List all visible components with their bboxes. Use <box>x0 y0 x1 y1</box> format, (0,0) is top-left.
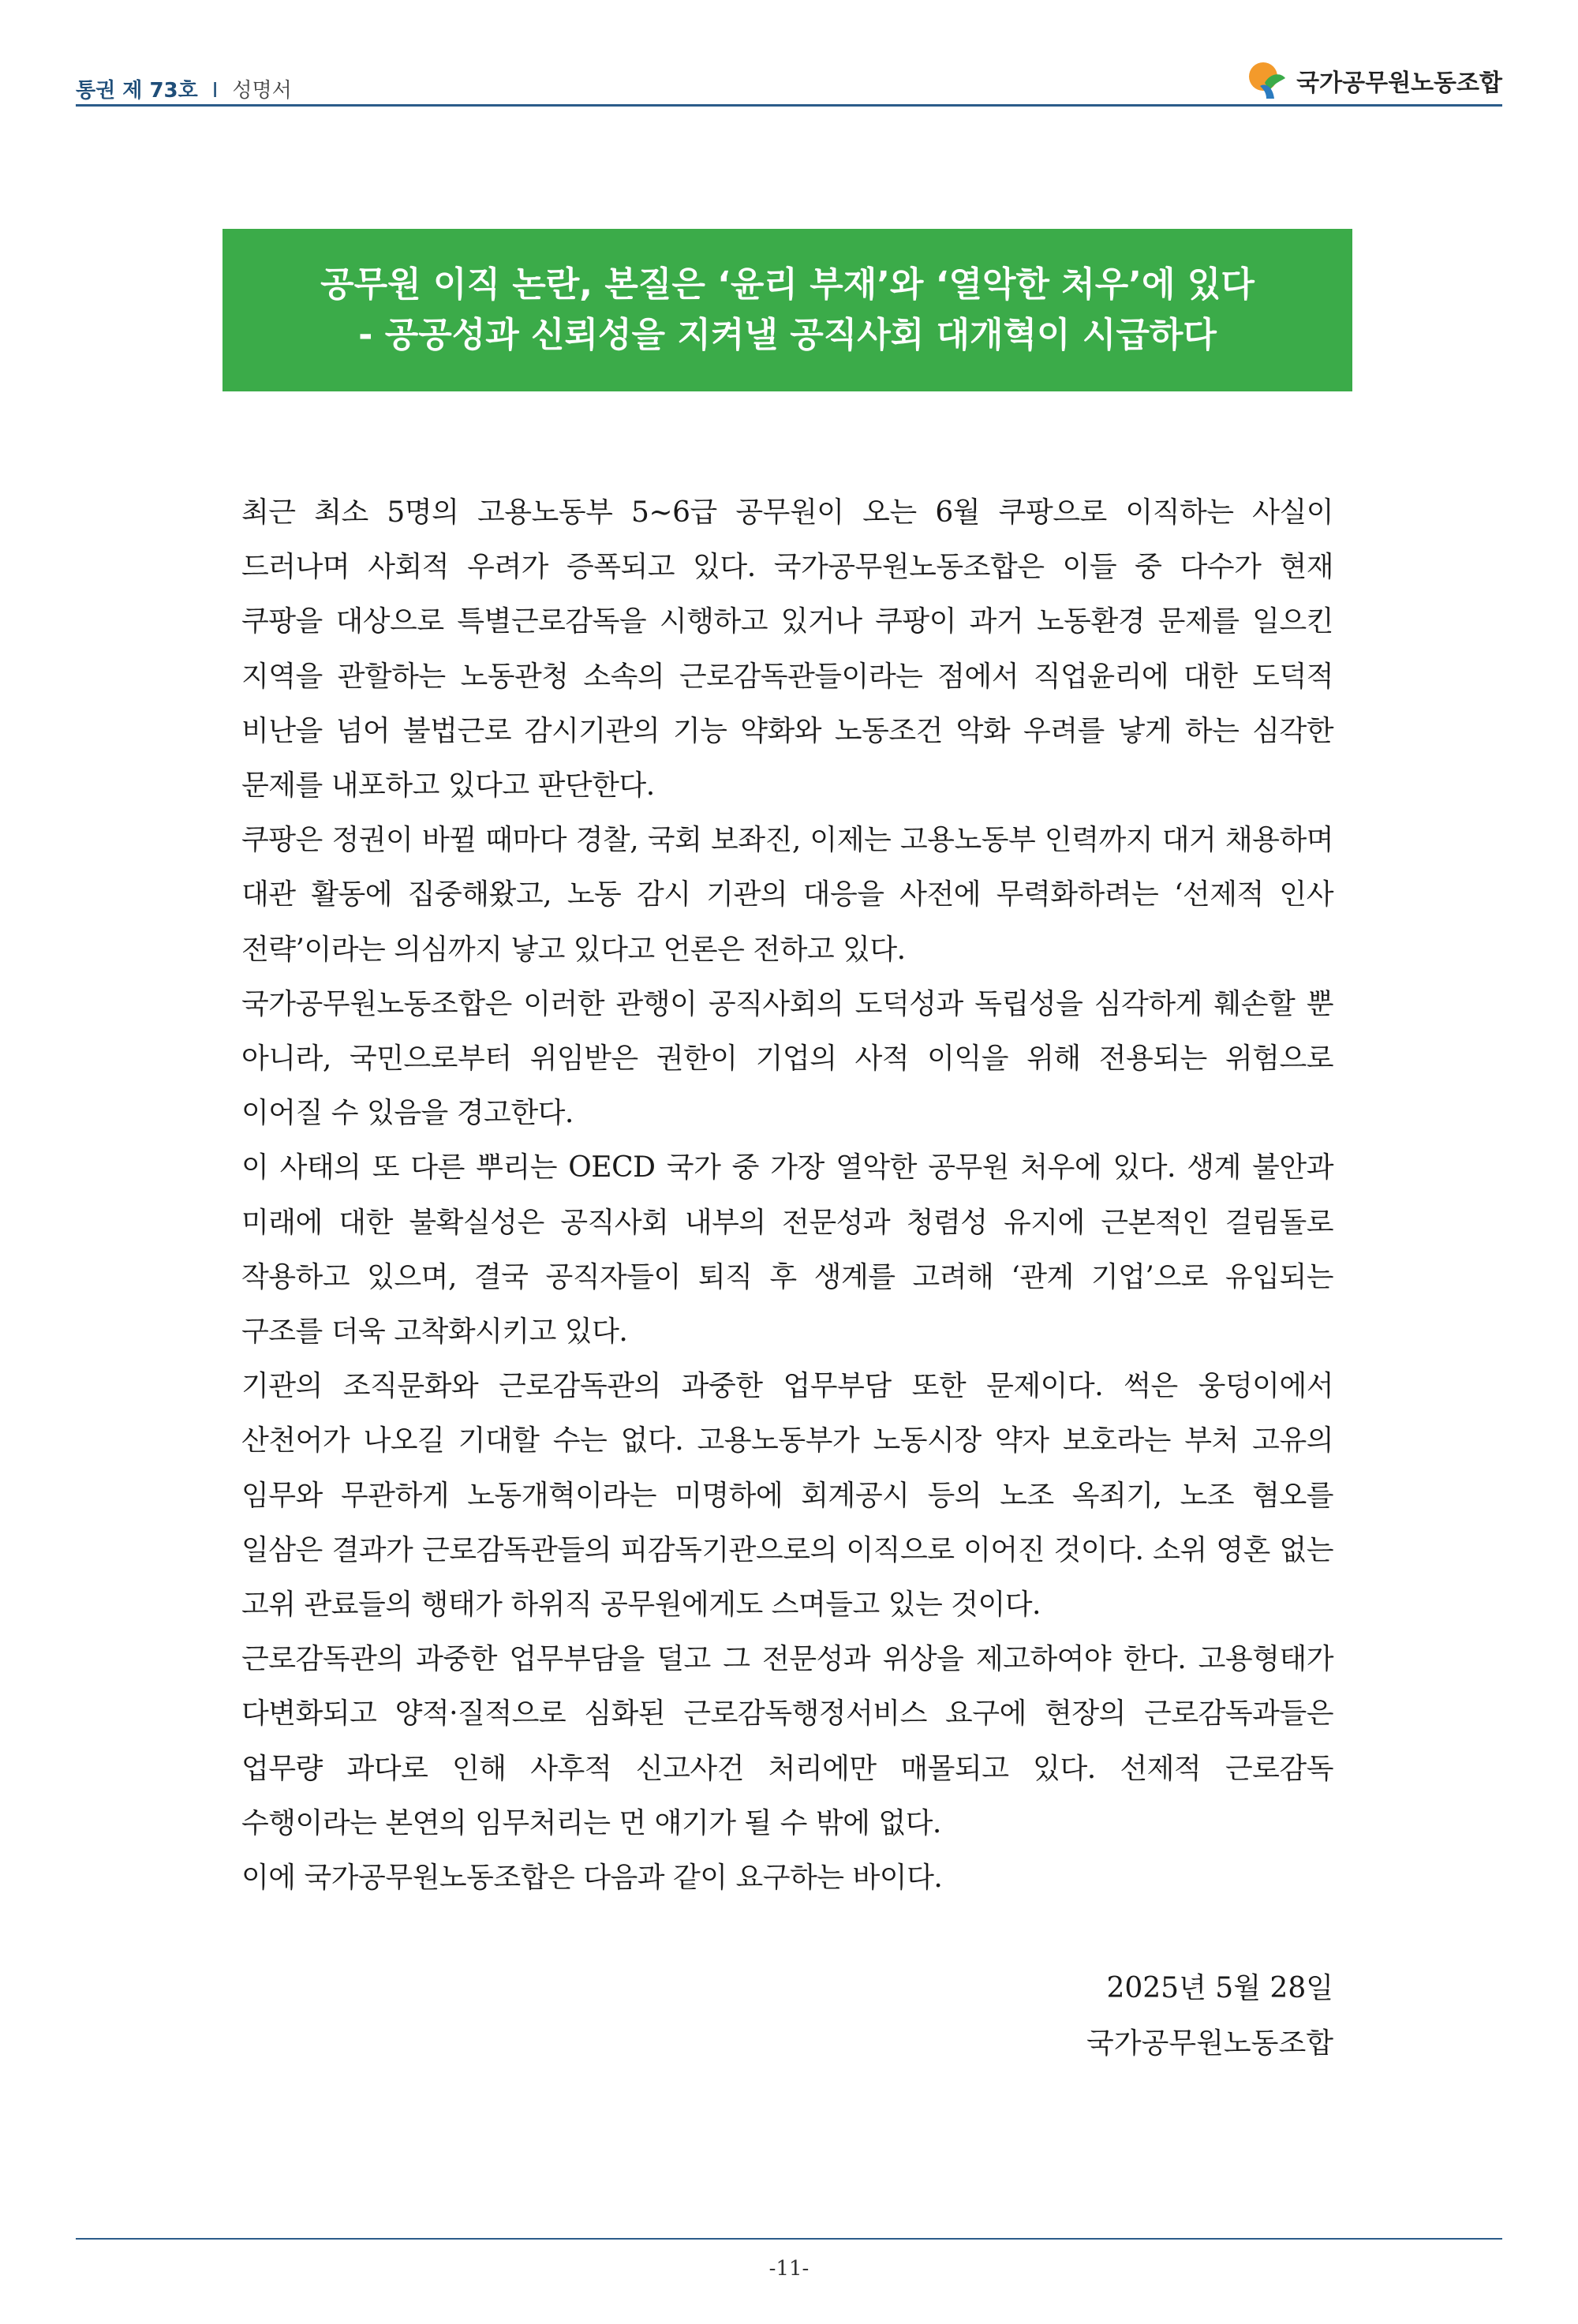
union-logo-icon <box>1246 59 1288 102</box>
header-meta <box>76 74 292 103</box>
issue-number: 통권 제 73호 <box>76 79 198 103</box>
org-logo <box>1246 57 1502 104</box>
org-name: 국가공무원노동조합 <box>1296 69 1502 97</box>
title-main: 공무원 이직 논란, 본질은 ‘윤리 부재’와 ‘열악한 처우’에 있다 <box>320 264 1255 305</box>
title-sub: - 공공성과 신뢰성을 지켜낼 공직사회 대개혁이 시급하다 <box>358 315 1217 355</box>
page-number: -11- <box>768 2257 810 2281</box>
signature-block <box>1086 1961 1333 2071</box>
paragraph: 이에 국가공무원노동조합은 다음과 같이 요구하는 바이다. <box>241 1862 943 1895</box>
statement-title-box <box>222 229 1352 391</box>
paragraph: 이 사태의 또 다른 뿌리는 OECD 국가 중 가장 열악한 공무원 처우에 있다. 생계 불안과 미래에 대한 불확실성은 공직사회 내부의 전문성과 청렴성 유지에 근본적인 걸림돌로 작용하고 있으며, 결국 공직자들이 퇴직 후 생계를 고려해 ‘관계 기업’으로 유입되는 구조를 더욱 고착화시키고 있다. <box>241 1151 1333 1349</box>
paragraph: 최근 최소 5명의 고용노동부 5~6급 공무원이 오는 6월 쿠팡으로 이직하는 사실이 드러나며 사회적 우려가 증폭되고 있다. 국가공무원노동조합은 이들 중 다수가 현재 쿠팡을 대상으로 특별근로감독을 시행하고 있거나 쿠팡이 과거 노동환경 문제를 일으킨 지역을 관할하는 노동관청 소속의 근로감독관들이라는 점에서 직업윤리에 대한 도덕적 비난을 넘어 불법근로 감시기관의 기능 약화와 노동조건 악화 우려를 낳게 하는 심각한 문제를 내포하고 있다고 판단한다. <box>241 496 1333 803</box>
statement-date: 2025년 5월 28일 <box>1106 1972 1333 2004</box>
statement-body <box>241 485 1333 1905</box>
signing-organization: 국가공무원노동조합 <box>1086 2027 1333 2060</box>
paragraph: 국가공무원노동조합은 이러한 관행이 공직사회의 도덕성과 독립성을 심각하게 훼손할 뿐 아니라, 국민으로부터 위임받은 권한이 기업의 사적 이익을 위해 전용되는 위험으로 이어질 수 있음을 경고한다. <box>241 987 1333 1130</box>
paragraph: 쿠팡은 정권이 바뀔 때마다 경찰, 국회 보좌진, 이제는 고용노동부 인력까지 대거 채용하며 대관 활동에 집중해왔고, 노동 감시 기관의 대응을 사전에 무력화하려는 ‘선제적 인사 전략’이라는 의심까지 낳고 있다고 언론은 전하고 있다. <box>241 824 1333 966</box>
header-divider <box>76 104 1502 107</box>
paragraph: 기관의 조직문화와 근로감독관의 과중한 업무부담 또한 문제이다. 썩은 웅덩이에서 산천어가 나오길 기대할 수는 없다. 고용노동부가 노동시장 약자 보호라는 부처 고유의 임무와 무관하게 노동개혁이라는 미명하에 회계공시 등의 노조 옥죄기, 노조 혐오를 일삼은 결과가 근로감독관들의 피감독기관으로의 이직으로 이어진 것이다. 소위 영혼 없는 고위 관료들의 행태가 하위직 공무원에게도 스며들고 있는 것이다. <box>241 1370 1333 1622</box>
paragraph: 근로감독관의 과중한 업무부담을 덜고 그 전문성과 위상을 제고하여야 한다. 고용형태가 다변화되고 양적·질적으로 심화된 근로감독행정서비스 요구에 현장의 근로감독과들은 업무량 과다로 인해 사후적 신고사건 처리에만 매몰되고 있다. 선제적 근로감독 수행이라는 본연의 임무처리는 먼 얘기가 될 수 밖에 없다. <box>241 1643 1333 1839</box>
page-header <box>76 57 1502 104</box>
document-type: 성명서 <box>232 79 292 103</box>
footer-divider <box>76 2238 1502 2240</box>
header-separator: I <box>211 79 219 103</box>
